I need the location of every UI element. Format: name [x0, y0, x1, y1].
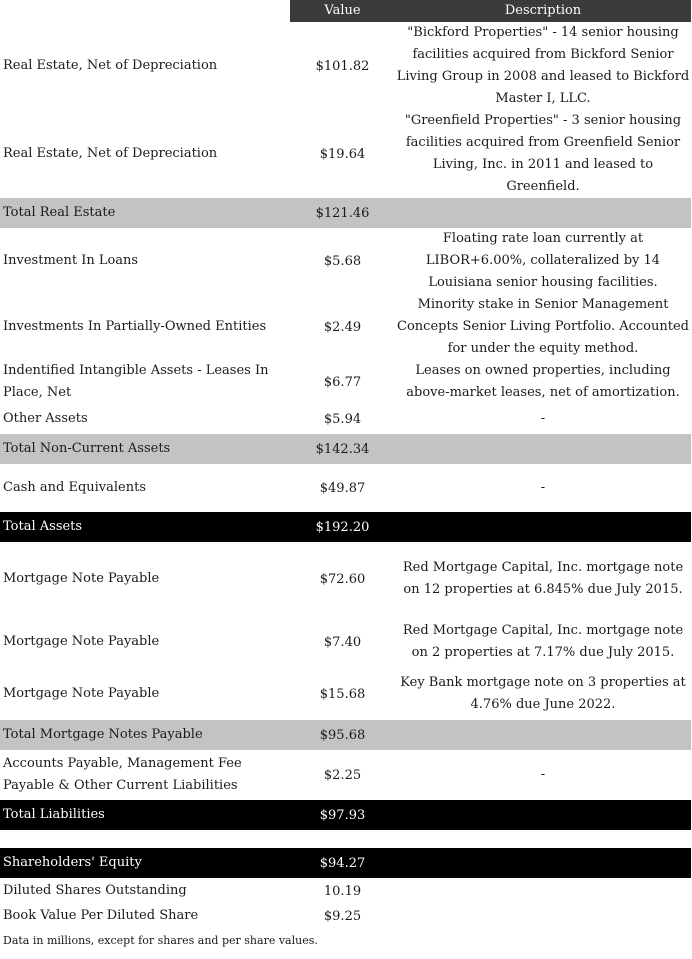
- row-value: $49.87: [319, 480, 366, 496]
- row-label: Investment In Loans: [3, 253, 139, 268]
- row-value: $2.25: [323, 767, 362, 783]
- row-value: $19.64: [319, 146, 366, 162]
- row-value: $5.68: [323, 253, 362, 269]
- row-description: [395, 198, 691, 228]
- row-label: Real Estate, Net of Depreciation: [3, 58, 218, 73]
- row-label: Total Assets: [0, 512, 290, 542]
- table-row: [0, 110, 691, 198]
- row-label: Total Liabilities: [0, 800, 290, 830]
- row-description: [395, 878, 691, 904]
- row-value: $97.93: [290, 800, 395, 830]
- row-value: $121.46: [290, 198, 395, 228]
- row-label: Other Assets: [3, 411, 88, 426]
- row-description: Red Mortgage Capital, Inc. mortgage note on 2 properties at 7.17% due July 2015.: [402, 623, 684, 660]
- header-blank-cell: [0, 0, 290, 22]
- subtotal-row: [0, 720, 691, 750]
- row-label: Book Value Per Diluted Share: [3, 908, 199, 923]
- row-description: [395, 848, 691, 878]
- row-description: [395, 512, 691, 542]
- row-value: $95.68: [290, 720, 395, 750]
- table-row: [0, 360, 691, 404]
- row-description: -: [540, 411, 546, 426]
- table-row: [0, 542, 691, 616]
- row-label: Mortgage Note Payable: [3, 571, 160, 586]
- row-label: Accounts Payable, Management Fee Payable & Other Current Liabilities: [3, 756, 242, 793]
- table-row: [0, 904, 691, 928]
- row-description: "Bickford Properties" - 14 senior housing facilities acquired from Bickford Senior Living Group in 2008 and leased to Bickford Master I, LLC.: [396, 25, 690, 106]
- row-label: Total Real Estate: [0, 198, 290, 228]
- row-description: [395, 434, 691, 464]
- row-description: [395, 720, 691, 750]
- table-row: [0, 616, 691, 668]
- row-value: $192.20: [290, 512, 395, 542]
- row-label: Indentified Intangible Assets - Leases In Place, Net: [3, 363, 269, 400]
- table-row: [0, 22, 691, 110]
- row-value: $7.40: [323, 634, 362, 650]
- table-row: [0, 878, 691, 904]
- row-description: -: [540, 480, 546, 495]
- row-description: Minority stake in Senior Management Concepts Senior Living Portfolio. Accounted for under the equity method.: [397, 297, 689, 356]
- spacer-row: [0, 830, 691, 848]
- row-description: "Greenfield Properties" - 3 senior housing facilities acquired from Greenfield Senior Living, Inc. in 2011 and leased to Greenfield.: [404, 113, 682, 194]
- row-label: Mortgage Note Payable: [3, 686, 160, 701]
- total-row: [0, 800, 691, 830]
- table-row: [0, 750, 691, 800]
- row-label: Shareholders' Equity: [0, 848, 290, 878]
- row-description: Red Mortgage Capital, Inc. mortgage note on 12 properties at 6.845% due July 2015.: [402, 560, 684, 597]
- row-value: $72.60: [319, 571, 366, 587]
- row-label: Diluted Shares Outstanding: [3, 883, 187, 898]
- header-row: [0, 0, 691, 22]
- row-description: Key Bank mortgage note on 3 properties at 4.76% due June 2022.: [400, 675, 686, 712]
- row-description: Floating rate loan currently at LIBOR+6.00%, collateralized by 14 Louisiana senior housing facilities.: [425, 231, 661, 290]
- total-row: [0, 512, 691, 542]
- row-value: $142.34: [290, 434, 395, 464]
- row-value: $5.94: [323, 411, 362, 427]
- footnote: Data in millions, except for shares and per share values.: [3, 934, 318, 947]
- subtotal-row: [0, 198, 691, 228]
- row-label: Investments In Partially-Owned Entities: [3, 319, 267, 334]
- row-value: $101.82: [315, 58, 370, 74]
- row-value: $15.68: [319, 686, 366, 702]
- row-label: Total Non-Current Assets: [0, 434, 290, 464]
- table-row: [0, 228, 691, 294]
- total-row: [0, 848, 691, 878]
- row-label: Cash and Equivalents: [3, 480, 147, 495]
- row-description: [395, 800, 691, 830]
- row-description: -: [540, 767, 546, 782]
- table-row: [0, 294, 691, 360]
- row-value: $2.49: [323, 319, 362, 335]
- row-value: $94.27: [290, 848, 395, 878]
- value-column-header: Value: [290, 0, 395, 22]
- row-value: 10.19: [323, 883, 362, 899]
- description-column-header: Description: [395, 0, 691, 22]
- row-label: Real Estate, Net of Depreciation: [3, 146, 218, 161]
- row-value: $6.77: [323, 374, 362, 390]
- subtotal-row: [0, 434, 691, 464]
- row-description: Leases on owned properties, including above-market leases, net of amortization.: [406, 363, 680, 400]
- row-label: Total Mortgage Notes Payable: [0, 720, 290, 750]
- table-row: [0, 464, 691, 512]
- table-row: [0, 404, 691, 434]
- row-value: $9.25: [323, 908, 362, 924]
- row-label: Mortgage Note Payable: [3, 634, 160, 649]
- row-description: [395, 904, 691, 928]
- table-row: [0, 668, 691, 720]
